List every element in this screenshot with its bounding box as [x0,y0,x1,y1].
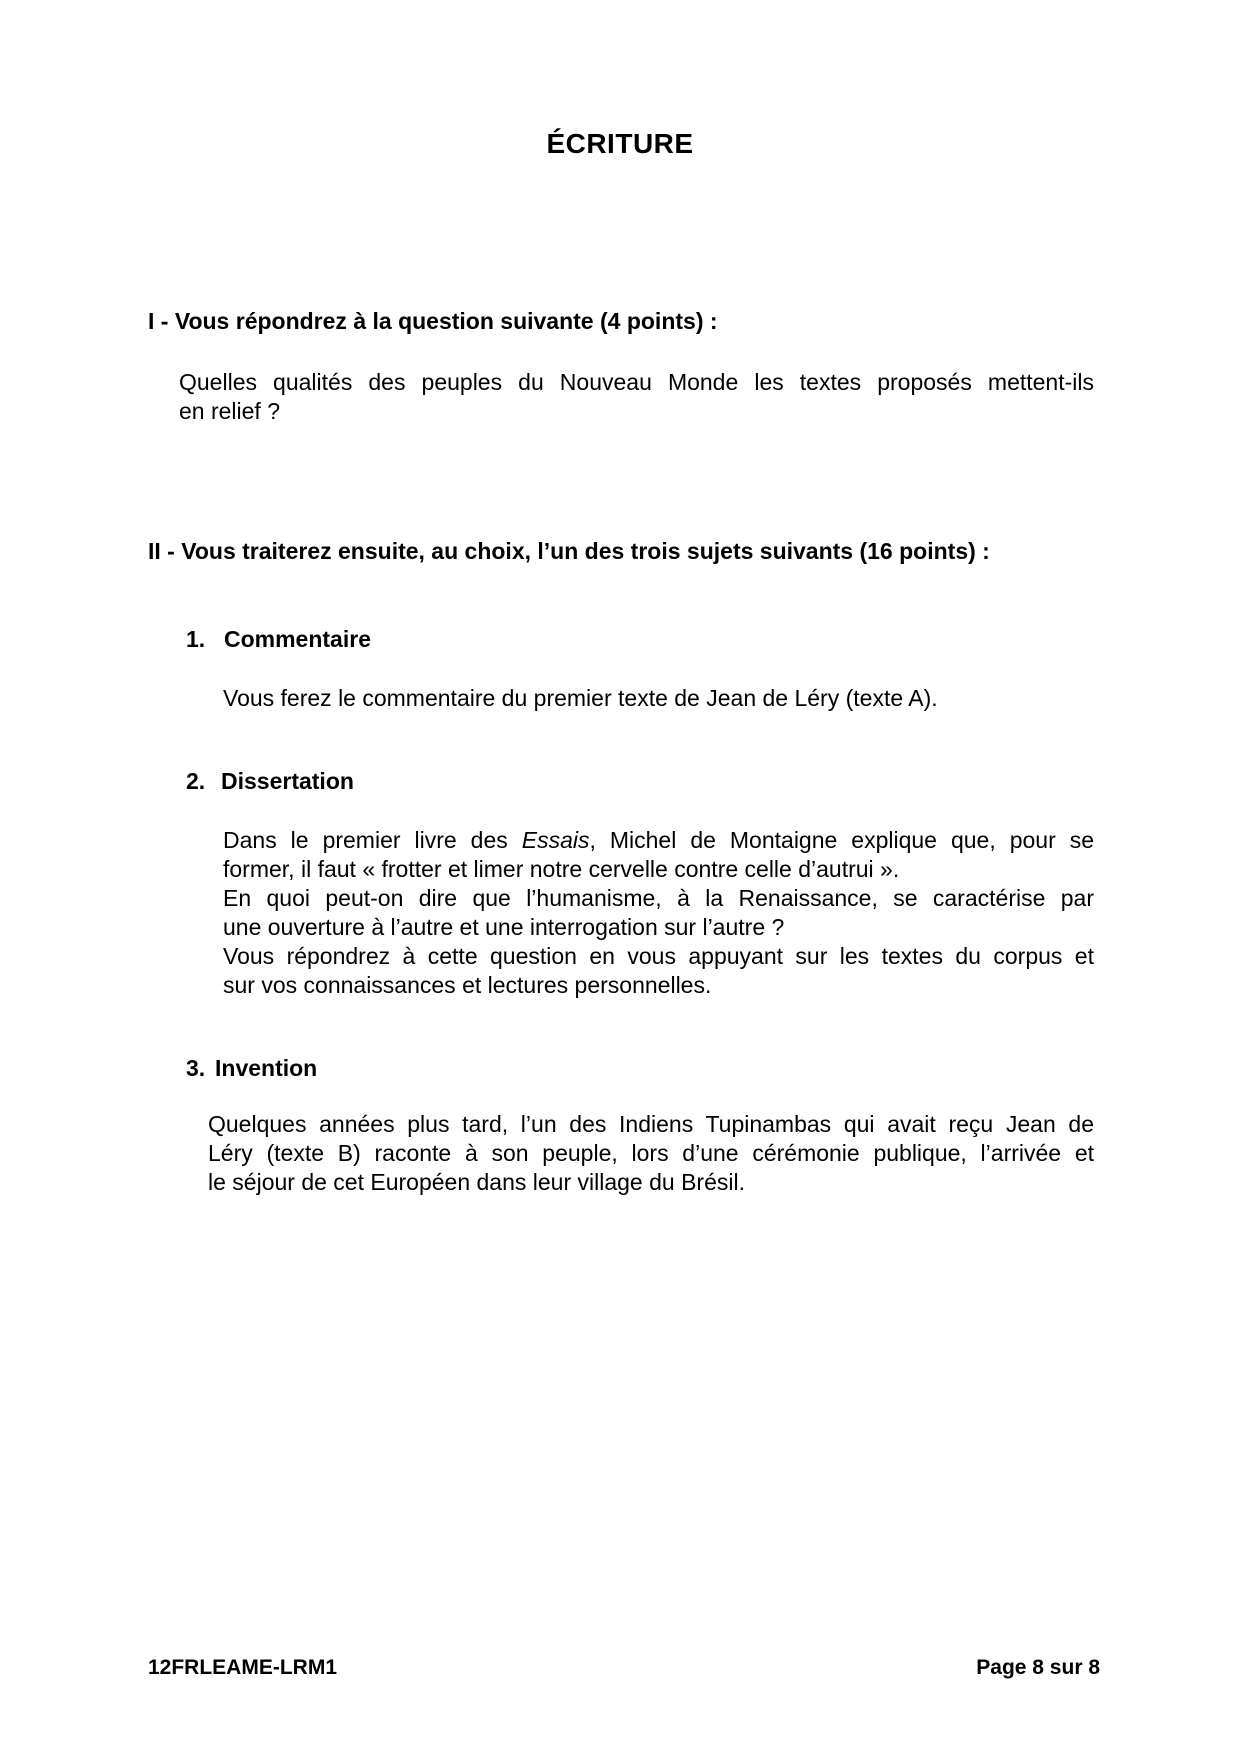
item-heading-commentaire [186,626,371,653]
question-line: Quelles qualités des peuples du Nouveau Monde les textes proposés mettent-ils [179,369,1094,395]
item-label: Commentaire [224,626,371,652]
dissertation-line [223,826,1094,855]
invention-line: Léry (texte B) raconte à son peuple, lors d’une cérémonie publique, l’arrivée et [208,1140,1094,1166]
dissertation-line-part: , Michel de Montaigne explique que, pour se [589,827,1095,853]
dissertation-line-part: Dans le premier livre des [223,827,522,853]
essais-title: Essais [521,827,590,853]
document-code: 12FRLEAME-LRM1 [148,1656,338,1679]
item-number: 1. [186,626,206,652]
section-heading-part2: II - Vous traiterez ensuite, au choix, l’un des trois sujets suivants (16 points) : [148,538,990,564]
dissertation-paragraph [223,826,1094,1000]
item-number: 3. [186,1055,206,1081]
page-number: Page 8 sur 8 [976,1656,1100,1679]
dissertation-line: former, il faut « frotter et limer notre cervelle contre celle d’autrui ». [223,856,900,882]
dissertation-line: En quoi peut-on dire que l’humanisme, à la Renaissance, se caractérise par [223,885,1094,911]
item-number: 2. [186,768,206,794]
invention-paragraph [208,1110,1094,1197]
dissertation-line: sur vos connaissances et lectures personnelles. [223,972,712,998]
item-label: Dissertation [221,768,354,794]
invention-line: le séjour de cet Européen dans leur village du Brésil. [208,1169,745,1195]
item-heading-dissertation [186,768,354,795]
item-label: Invention [215,1055,318,1081]
dissertation-line: une ouverture à l’autre et une interrogation sur l’autre ? [223,914,785,940]
commentaire-paragraph [223,684,1094,713]
section-heading-part1: I - Vous répondrez à la question suivante (4 points) : [148,308,718,334]
question-paragraph [179,368,1094,426]
item-heading-invention [186,1055,317,1082]
page-title: ÉCRITURE [546,128,694,159]
commentaire-text: Vous ferez le commentaire du premier texte de Jean de Léry (texte A). [223,685,938,711]
question-line: en relief ? [179,398,281,424]
dissertation-line: Vous répondrez à cette question en vous appuyant sur les textes du corpus et [223,943,1094,969]
invention-line: Quelques années plus tard, l’un des Indiens Tupinambas qui avait reçu Jean de [208,1111,1094,1137]
